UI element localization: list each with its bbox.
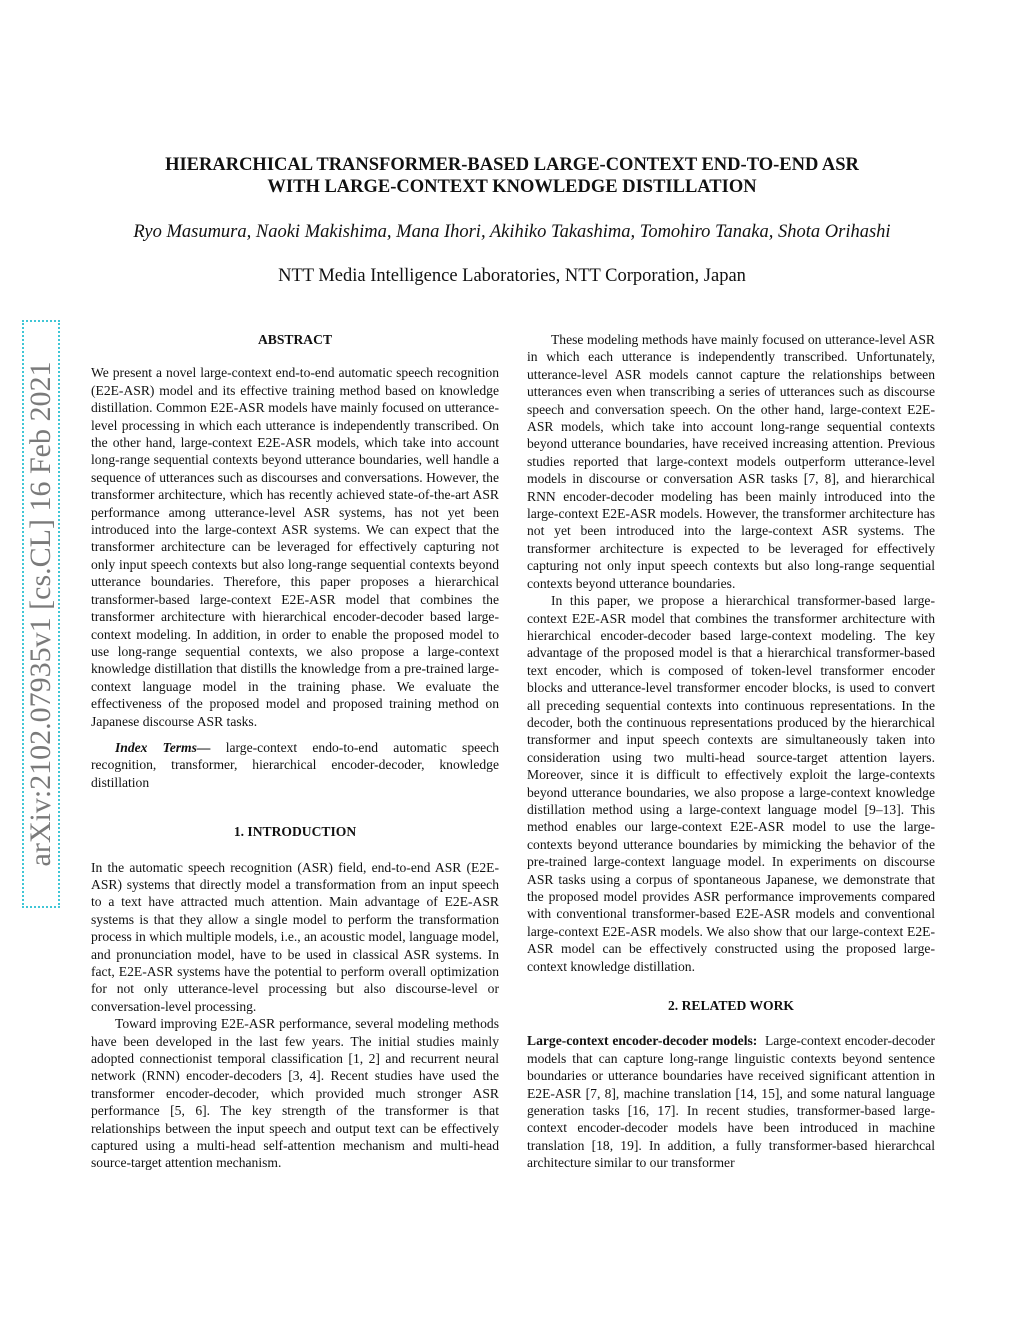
abstract-text: We present a novel large-context end-to-end automatic speech recognition (E2E-ASR) model and its effective training method based on knowledge distillation. Common E2E-ASR models have mainly focused on utterance-level processing in which each utterance is independently transcribed. On the other hand, large-context E2E-ASR models, which take into account long-range sequential contexts beyond utterance boundaries, well handle a sequence of utterances such as discourses and conversations. However, the transformer architecture, which has recently achieved state-of-the-art ASR performance among utterance-level ASR systems, has not yet been introduced into the large-context ASR systems. We can expect that the transformer architecture can be leveraged for effectively capturing not only input speech contexts but also long-range sequential contexts beyond utterance boundaries. Therefore, this paper proposes a hierarchical transformer-based large-context E2E-ASR model that combines the transformer architecture with hierarchical encoder-decoder based large-context modeling. In addition, in order to enable the proposed model to use long-range sequential contexts, we also propose a large-context knowledge distillation that distills the knowledge from a pre-trained large-context language model in the training phase. We evaluate the effectiveness of the proposed model and proposed training method on Japanese discourse ASR tasks. [91,365,499,729]
intro-paragraph-4: In this paper, we propose a hierarchical transformer-based large-context E2E-ASR model that combines the transformer architecture with hierarchical encoder-decoder based large-context modeling. The key advantage of the proposed model is that a hierarchical transformer-based text encoder, which is composed of token-level transformer encoder blocks and utterance-level transformer encoder blocks, is used to convert all preceding sequential contexts into continuous representations. In the decoder, both the continuous representations produced by the hierarchical transformer and input speech contexts are simultaneously taken into consideration using two multi-head source-target attention layers. Moreover, since it is difficult to effectively exploit the large-contexts beyond utterance boundaries, we also propose a large-context knowledge distillation method using a large-context language model [9–13]. This method enables our large-context E2E-ASR model to use the large-contexts beyond utterance boundaries by mimicking the behavior of the pre-trained large-context language model. In experiments on discourse ASR tasks using a corpus of spontaneous Japanese, we demonstrate that the proposed model provides ASR performance improvements compared with conventional transformer-based E2E-ASR models and conventional large-context E2E-ASR models. We also show that our large-context E2E-ASR model can be effectively constructed using the proposed large-context knowledge distillation. [527,593,935,974]
abstract-heading: ABSTRACT [257,332,333,347]
right-column [527,331,935,1172]
title-line-1: HIERARCHICAL TRANSFORMER-BASED LARGE-CONTEXT END-TO-END ASR [165,155,859,175]
intro-heading: 1. INTRODUCTION [233,824,357,840]
left-column [91,331,499,1172]
paper-title [0,154,1024,198]
related-paragraph-1 [527,1032,935,1171]
related-work-heading: 2. RELATED WORK [667,998,794,1014]
related-subheading: Large-context encoder-decoder models: [527,1033,758,1049]
index-terms-text: large-context endo-to-end automatic speech recognition, transformer, hierarchical encoder-decoder, knowledge distillation [91,739,500,790]
index-terms-label: Index Terms— [115,739,211,755]
affiliation: NTT Media Intelligence Laboratories, NTT Corporation, Japan [278,266,746,286]
related-text: Large-context encoder-decoder models that can capture long-range linguistic contexts beyond sentence boundaries or utterance boundaries have received significant attention in E2E-ASR [7, 8], machine translation [14, 15], and some natural language generation tasks [16, 17]. In recent studies, transformer-based large-context encoder-decoder models have been introduced in machine translation [18, 19]. In addition, a fully transformer-based hierarchcal architecture similar to our transformer [527,1033,936,1171]
intro-paragraph-3: These modeling methods have mainly focused on utterance-level ASR in which each utterance is independently transcribed. Unfortunately, utterance-level ASR models cannot capture the relationships between utterances even when transcribing a series of utterances such as discourse speech and conversation speech. On the other hand, large-context E2E-ASR models, which take into account long-range sequential contexts beyond utterance boundaries, have received increasing attention. Previous studies reported that large-context models outperform utterance-level models in discourse or conversation ASR tasks [7, 8], and hierarchical RNN encoder-decoder modeling has been mainly introduced into the large-context E2E-ASR models. However, the transformer architecture has not yet been introduced into the large-context ASR systems. The transformer architecture is expected to be leveraged for effectively capturing not only input speech contexts but also long-range sequential contexts beyond utterance boundaries. [527,332,935,591]
arxiv-identifier: arXiv:2102.07935v1 [cs.CL] 16 Feb 2021 [22,320,60,908]
intro-paragraph-2: Toward improving E2E-ASR performance, several modeling methods have been developed in the last few years. The initial studies mainly adopted connectionist temporal classification [1, 2] and recurrent neural network (RNN) encoder-decoders [3, 4]. Recent studies have used the transformer encoder-decoder, which provided much stronger ASR performance [5, 6]. The key strength of the transformer is that relationships between the input speech and output text can be effectively captured using a multi-head self-attention mechanism and multi-head source-target attention mechanism. [91,1016,499,1171]
index-terms [91,739,499,791]
title-line-2: WITH LARGE-CONTEXT KNOWLEDGE DISTILLATION [267,177,757,197]
authors: Ryo Masumura, Naoki Makishima, Mana Ihori, Akihiko Takashima, Tomohiro Tanaka, Shota Orihashi [133,222,891,242]
arxiv-stamp [22,320,62,908]
intro-paragraph-1: In the automatic speech recognition (ASR) field, end-to-end ASR (E2E-ASR) systems that directly model a transformation from an input speech to a text have attracted much attention. Main advantage of E2E-ASR systems is that they allow a single model to perform the transformation process in which multiple models, i.e., an acoustic model, language model, and pronunciation model, have to be used in classical ASR systems. In fact, E2E-ASR systems have the potential to perform overall optimization for not only utterance-level processing but also discourse-level or conversation-level processing. [91,859,499,1014]
